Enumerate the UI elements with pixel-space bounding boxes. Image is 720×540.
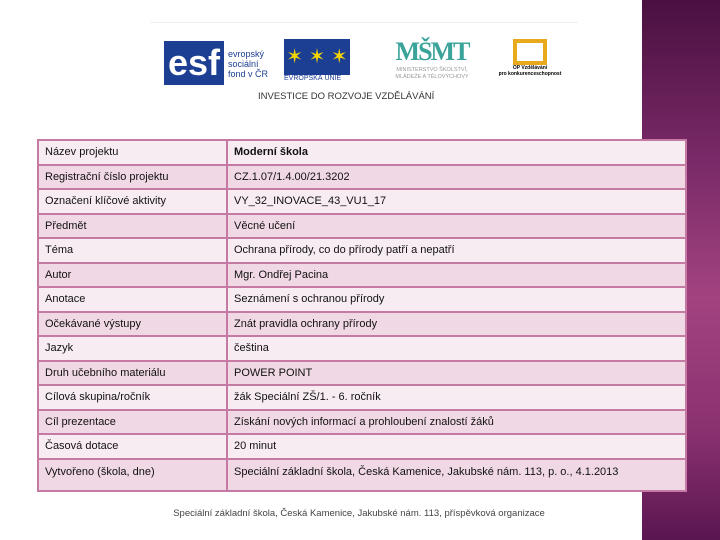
- row-value: POWER POINT: [227, 361, 686, 386]
- table-row: [38, 263, 686, 288]
- footer: Speciální základní škola, Česká Kamenice, Jakubské nám. 113, příspěvková organizace: [173, 508, 545, 519]
- eu-logo: ✶ ✶ ✶ EVROPSKÁ UNIE: [284, 39, 354, 83]
- op-arrow-icon: [513, 39, 547, 65]
- slogan: INVESTICE DO ROZVOJE VZDĚLÁVÁNÍ: [258, 91, 435, 102]
- row-value: Znát pravidla ochrany přírody: [227, 312, 686, 337]
- row-label: Cíl prezentace: [38, 410, 227, 435]
- eu-stars-icon: ✶ ✶ ✶: [284, 39, 350, 75]
- table-row: [38, 189, 686, 214]
- logo-banner: [150, 22, 578, 104]
- row-label: Název projektu: [38, 140, 227, 165]
- project-info-table: [37, 139, 687, 492]
- row-label: Anotace: [38, 287, 227, 312]
- row-value: čeština: [227, 336, 686, 361]
- row-label: Vytvořeno (škola, dne): [38, 459, 227, 491]
- table-row: [38, 140, 686, 165]
- row-label: Druh učebního materiálu: [38, 361, 227, 386]
- esf-logo: esf evropský sociální fond v ČR: [164, 37, 276, 87]
- row-value: 20 minut: [227, 434, 686, 459]
- table-row: [38, 312, 686, 337]
- row-label: Časová dotace: [38, 434, 227, 459]
- row-value: Speciální základní škola, Česká Kamenice, Jakubské nám. 113, p. o., 4.1.2013: [227, 459, 686, 491]
- table-row: [38, 385, 686, 410]
- table-row: [38, 459, 686, 491]
- row-value: Ochrana přírody, co do přírody patří a nepatří: [227, 238, 686, 263]
- table-row: [38, 336, 686, 361]
- row-label: Cílová skupina/ročník: [38, 385, 227, 410]
- msmt-logo: MŠMT MINISTERSTVO ŠKOLSTVÍ, MLÁDEŽE A TĚLOVÝCHOVY: [395, 37, 469, 80]
- row-value: Získání nových informací a prohloubení znalostí žáků: [227, 410, 686, 435]
- row-value: žák Speciální ZŠ/1. - 6. ročník: [227, 385, 686, 410]
- row-label: Předmět: [38, 214, 227, 239]
- table-row: [38, 361, 686, 386]
- row-label: Očekávané výstupy: [38, 312, 227, 337]
- table-row: [38, 214, 686, 239]
- row-label: Téma: [38, 238, 227, 263]
- row-label: Označení klíčové aktivity: [38, 189, 227, 214]
- table-row: [38, 165, 686, 190]
- row-label: Registrační číslo projektu: [38, 165, 227, 190]
- row-value: CZ.1.07/1.4.00/21.3202: [227, 165, 686, 190]
- row-label: Jazyk: [38, 336, 227, 361]
- op-logo: OP Vzdělávání pro konkurenceschopnost: [485, 39, 575, 85]
- table-row: [38, 287, 686, 312]
- row-value: Mgr. Ondřej Pacina: [227, 263, 686, 288]
- table-row: [38, 410, 686, 435]
- row-value: VY_32_INOVACE_43_VU1_17: [227, 189, 686, 214]
- row-value: Moderní škola: [227, 140, 686, 165]
- row-label: Autor: [38, 263, 227, 288]
- row-value: Věcné učení: [227, 214, 686, 239]
- table-row: [38, 238, 686, 263]
- table-row: [38, 434, 686, 459]
- row-value: Seznámení s ochranou přírody: [227, 287, 686, 312]
